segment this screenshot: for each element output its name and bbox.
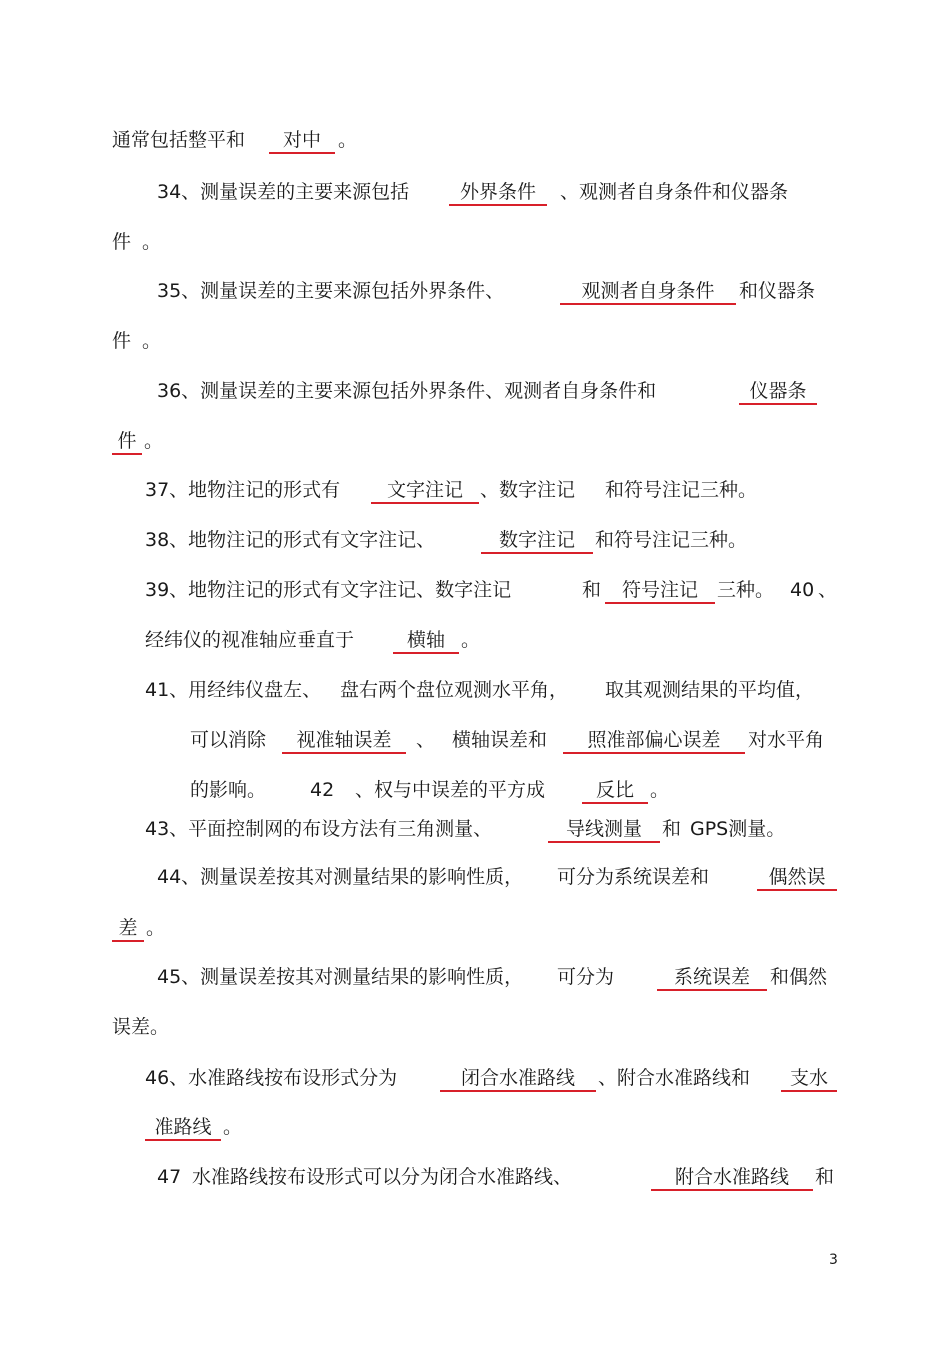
text-segment: 。 [461, 629, 481, 651]
answer-blank: 文字注记 [371, 478, 479, 504]
text-segment: 。 [650, 779, 670, 801]
text-segment: 通常包括整平和 [112, 129, 246, 151]
text-segment: 可分为系统误差和 [557, 866, 710, 888]
text-segment: 和符号注记三种。 [605, 479, 758, 501]
text-segment: 和符号注记三种。 [595, 529, 748, 551]
text-segment: 件 [112, 330, 132, 352]
answer-blank: 观测者自身条件 [560, 279, 736, 305]
text-segment: 对水平角 [748, 729, 825, 751]
text-segment: 、观测者自身条件和仪器条 [560, 181, 789, 203]
text-segment: 、 [818, 579, 838, 601]
answer-blank: 附合水准路线 [651, 1165, 813, 1191]
text-segment: 和 [815, 1166, 835, 1188]
text-segment: 45、测量误差按其对测量结果的影响性质， [157, 966, 524, 988]
answer-blank: 横轴 [393, 628, 459, 654]
text-segment: 的影响。 [190, 779, 267, 801]
text-segment: 横轴误差和 [452, 729, 548, 751]
text-segment: 44、测量误差按其对测量结果的影响性质， [157, 866, 524, 888]
answer-blank: 差 [112, 916, 144, 942]
answer-blank: 件 [112, 429, 142, 455]
text-segment: 和偶然 [770, 966, 828, 988]
answer-blank: 仪器条 [739, 379, 817, 405]
text-segment: 。 [338, 129, 358, 151]
text-segment: 。 [142, 231, 162, 253]
answer-blank: 数字注记 [481, 528, 593, 554]
text-segment: 47 [157, 1166, 182, 1188]
text-segment: 39、地物注记的形式有文字注记、数字注记 [145, 579, 512, 601]
text-segment: 、 [416, 729, 436, 751]
answer-blank: 导线测量 [548, 817, 660, 843]
answer-blank: 对中 [269, 128, 335, 154]
text-segment: 水准路线按布设形式可以分为闭合水准路线、 [192, 1166, 573, 1188]
text-segment: 盘右两个盘位观测水平角， [340, 679, 569, 701]
text-segment: 36、测量误差的主要来源包括外界条件、观测者自身条件和 [157, 380, 657, 402]
text-segment: 41、用经纬仪盘左、 [145, 679, 322, 701]
answer-blank: 外界条件 [449, 180, 547, 206]
answer-blank: 视准轴误差 [282, 728, 406, 754]
text-segment: 件 [112, 231, 132, 253]
text-segment: 误差。 [112, 1016, 170, 1038]
answer-blank: 反比 [582, 778, 648, 804]
text-segment: 38、地物注记的形式有文字注记、 [145, 529, 436, 551]
text-segment: 37、地物注记的形式有 [145, 479, 341, 501]
text-segment: 46、水准路线按布设形式分为 [145, 1067, 398, 1089]
text-segment: 34、测量误差的主要来源包括 [157, 181, 410, 203]
text-segment: 。 [142, 330, 162, 352]
text-segment: 三种。 [717, 579, 775, 601]
answer-blank: 准路线 [145, 1115, 221, 1141]
text-segment: 43、平面控制网的布设方法有三角测量、 [145, 818, 493, 840]
text-segment: 可以消除 [190, 729, 267, 751]
answer-blank: 符号注记 [605, 578, 715, 604]
text-segment: 。 [144, 430, 164, 452]
text-segment: 取其观测结果的平均值， [605, 679, 815, 701]
text-segment: 、权与中误差的平方成 [355, 779, 546, 801]
text-segment: 和 [662, 818, 682, 840]
page-number: 3 [829, 1252, 838, 1268]
answer-blank: 闭合水准路线 [440, 1066, 596, 1092]
text-segment: GPS测量。 [690, 818, 786, 840]
answer-blank: 偶然误 [757, 865, 837, 891]
text-segment: 可分为 [557, 966, 615, 988]
text-segment: 和仪器条 [739, 280, 816, 302]
text-segment: 经纬仪的视准轴应垂直于 [145, 629, 355, 651]
answer-blank: 支水 [781, 1066, 837, 1092]
answer-blank: 系统误差 [657, 965, 767, 991]
text-segment: 。 [223, 1116, 243, 1138]
text-segment: 。 [146, 917, 166, 939]
text-segment: 40 [790, 579, 815, 601]
answer-blank: 照准部偏心误差 [563, 728, 745, 754]
text-segment: 、附合水准路线和 [598, 1067, 751, 1089]
text-segment: 和 [582, 579, 602, 601]
text-segment: 42 [310, 779, 335, 801]
text-segment: 35、测量误差的主要来源包括外界条件、 [157, 280, 505, 302]
text-segment: 、数字注记 [480, 479, 576, 501]
